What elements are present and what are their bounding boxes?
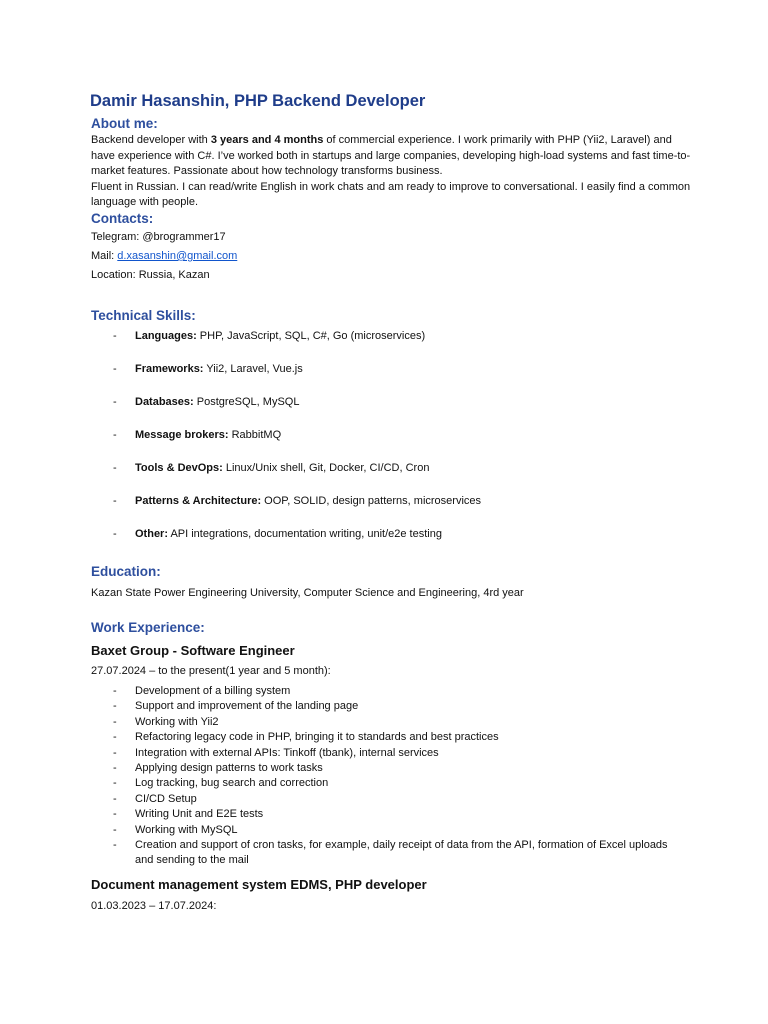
job-period-2: 01.03.2023 – 17.07.2024: (91, 900, 217, 912)
duty-text: Integration with external APIs: Tinkoff (tbank), internal services (135, 746, 439, 759)
skill-value: RabbitMQ (228, 429, 282, 441)
skill-value: API integrations, documentation writing, unit/e2e testing (168, 528, 442, 540)
bullet-dash: - (113, 700, 117, 713)
page-title: Damir Hasanshin, PHP Backend Developer (90, 92, 426, 110)
education-text: Kazan State Power Engineering University, Computer Science and Engineering, 4rd year (91, 587, 524, 599)
skill-value: OOP, SOLID, design patterns, microservices (261, 495, 482, 507)
bullet-dash: - (113, 731, 117, 744)
duty-text: Applying design patterns to work tasks (135, 762, 323, 775)
skill-label: Languages: (135, 330, 197, 342)
skill-value: Yii2, Laravel, Vue.js (203, 363, 303, 375)
job-title: Baxet Group - Software Engineer (91, 643, 295, 658)
contact-location: Location: Russia, Kazan (91, 269, 210, 281)
email-link[interactable]: d.xasanshin@gmail.com (117, 250, 238, 262)
bullet-dash: - (113, 839, 117, 852)
skill-label: Tools & DevOps: (135, 462, 223, 474)
skill-value: Linux/Unix shell, Git, Docker, CI/CD, Cron (222, 462, 430, 474)
bullet-dash: - (113, 777, 117, 790)
duty-text: Refactoring legacy code in PHP, bringing it to standards and best practices (135, 731, 499, 744)
work-heading: Work Experience: (91, 620, 205, 635)
list-item (113, 807, 673, 822)
bullet-dash: - (113, 528, 117, 540)
duty-text: Log tracking, bug search and correction (135, 777, 329, 790)
list-item (113, 684, 673, 699)
list-item (113, 746, 673, 761)
bullet-dash: - (113, 462, 117, 474)
bullet-dash: - (113, 808, 117, 821)
job-duties-list (113, 684, 673, 869)
bullet-dash: - (113, 762, 117, 775)
bullet-dash: - (113, 495, 117, 507)
job-title-2: Document management system EDMS, PHP developer (91, 877, 427, 892)
list-item (113, 699, 673, 714)
skill-value: PostgreSQL, MySQL (193, 396, 300, 408)
list-item (113, 715, 673, 730)
contact-mail-label: Mail: (91, 250, 118, 262)
list-item (113, 823, 673, 838)
skill-label: Databases: (135, 396, 194, 408)
skill-label: Patterns & Architecture: (135, 495, 262, 507)
duty-text: CI/CD Setup (135, 792, 197, 805)
list-item (113, 792, 673, 807)
skill-label: Message brokers: (135, 429, 229, 441)
job-period: 27.07.2024 – to the present(1 year and 5 month): (91, 665, 331, 677)
about-languages-text: Fluent in Russian. I can read/write English in work chats and am ready to improve to conversational. I easily find a common language with people. (91, 180, 691, 208)
duty-text: Writing Unit and E2E tests (135, 808, 264, 821)
bullet-dash: - (113, 396, 117, 408)
list-item (113, 776, 673, 791)
bullet-dash: - (113, 792, 117, 805)
about-experience-highlight: 3 years and 4 months (210, 134, 324, 146)
bullet-dash: - (113, 715, 117, 728)
bullet-dash: - (113, 823, 117, 836)
list-item (113, 730, 673, 745)
list-item (113, 838, 673, 869)
skill-label: Frameworks: (135, 363, 204, 375)
bullet-dash: - (113, 429, 117, 441)
about-text-rest: of commercial experience. I work primarily with PHP (Yii2, Laravel) and have experience with C#. I’ve worked both in startups and large companies, developing high-load systems and fast time-to-market features. Passionate about how technology transforms business. (91, 134, 691, 177)
duty-text: Support and improvement of the landing page (135, 700, 359, 713)
contacts-heading: Contacts: (91, 211, 154, 226)
bullet-dash: - (113, 746, 117, 759)
bullet-dash: - (113, 363, 117, 375)
about-text (91, 133, 691, 211)
skill-value: PHP, JavaScript, SQL, C#, Go (microservices) (196, 330, 426, 342)
bullet-dash: - (113, 685, 117, 697)
about-text-prefix: Backend developer with (91, 134, 211, 146)
about-heading: About me: (91, 116, 158, 131)
contact-telegram: Telegram: @brogrammer17 (91, 231, 226, 243)
duty-text: Working with MySQL (135, 823, 238, 836)
contact-mail (91, 249, 237, 265)
duty-text: Development of a billing system (135, 685, 291, 697)
education-heading: Education: (91, 564, 161, 579)
skills-heading: Technical Skills: (91, 308, 196, 323)
list-item (113, 761, 673, 776)
skill-label: Other: (135, 528, 168, 540)
bullet-dash: - (113, 330, 117, 342)
duty-text: Creation and support of cron tasks, for example, daily receipt of data from the API, formation of Excel uploads and sending to the mail (135, 839, 668, 867)
duty-text: Working with Yii2 (135, 715, 219, 728)
